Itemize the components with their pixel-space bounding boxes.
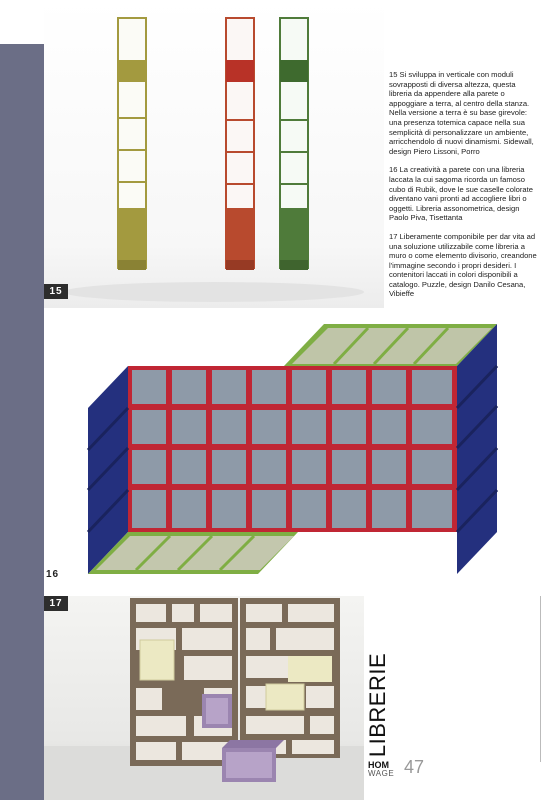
caption-17: 17 Liberamente componibile per dar vita ad una soluzione utilizzabile come libreria a muro o come elemento divisorio, creandone l'immagine secondo i propri desideri. I contenitori laccati in colori disponibili a catalogo. Puzzle, design Danilo Cesana, Vibieffe — [389, 231, 537, 299]
green-bookcase — [280, 18, 308, 270]
logo-top-text: HOM — [368, 760, 389, 770]
figure-15-photo — [44, 0, 384, 308]
page-number: 47 — [404, 757, 425, 777]
captions-block — [389, 70, 537, 308]
lilac-box — [222, 740, 284, 782]
vertical-bookcases-image — [44, 0, 384, 308]
right-wooden-unit — [240, 598, 340, 758]
figure-17-photo — [44, 596, 364, 800]
figure-number-17: 17 — [44, 596, 68, 611]
left-wooden-unit — [130, 598, 238, 766]
section-title — [365, 652, 390, 758]
rubik-bookcase-image — [72, 318, 512, 588]
puzzle-bookcase-image — [44, 596, 364, 800]
figure-16-photo — [72, 318, 512, 588]
caption-15: 15 Si sviluppa in verticale con moduli sovrapposti di diversa altezza, questa libreria da appendere alla parete o appoggiare a terra, al centro della stanza. Nella versione a terra è su base girevole: una presenza totemica capace nella sua semplicità di personalizzare un ambiente, arricchendolo di nuovi dinamismi. Sidewall, design Piero Lissoni, Porro — [389, 70, 534, 156]
figure-number-15: 15 — [44, 284, 68, 299]
caption-16: 16 La creatività a parete con una libreria laccata la cui sagoma ricorda un famoso cubo di Rubik, dove le sue caselle colorate diventano vani pronti ad accogliere libri o oggetti. Libreria assonometrica, design Paolo Piva, Tisettanta — [389, 165, 533, 223]
figure-number-16: 16 — [46, 569, 60, 580]
section-title-text: LIBRERIE — [365, 652, 390, 758]
logo-bottom-text: WAGE — [368, 769, 395, 778]
divider-line — [540, 596, 541, 762]
magazine-logo — [368, 760, 408, 780]
red-bookcase — [226, 18, 254, 270]
yellow-bookcase — [118, 18, 146, 270]
left-sidebar-band — [0, 44, 44, 800]
